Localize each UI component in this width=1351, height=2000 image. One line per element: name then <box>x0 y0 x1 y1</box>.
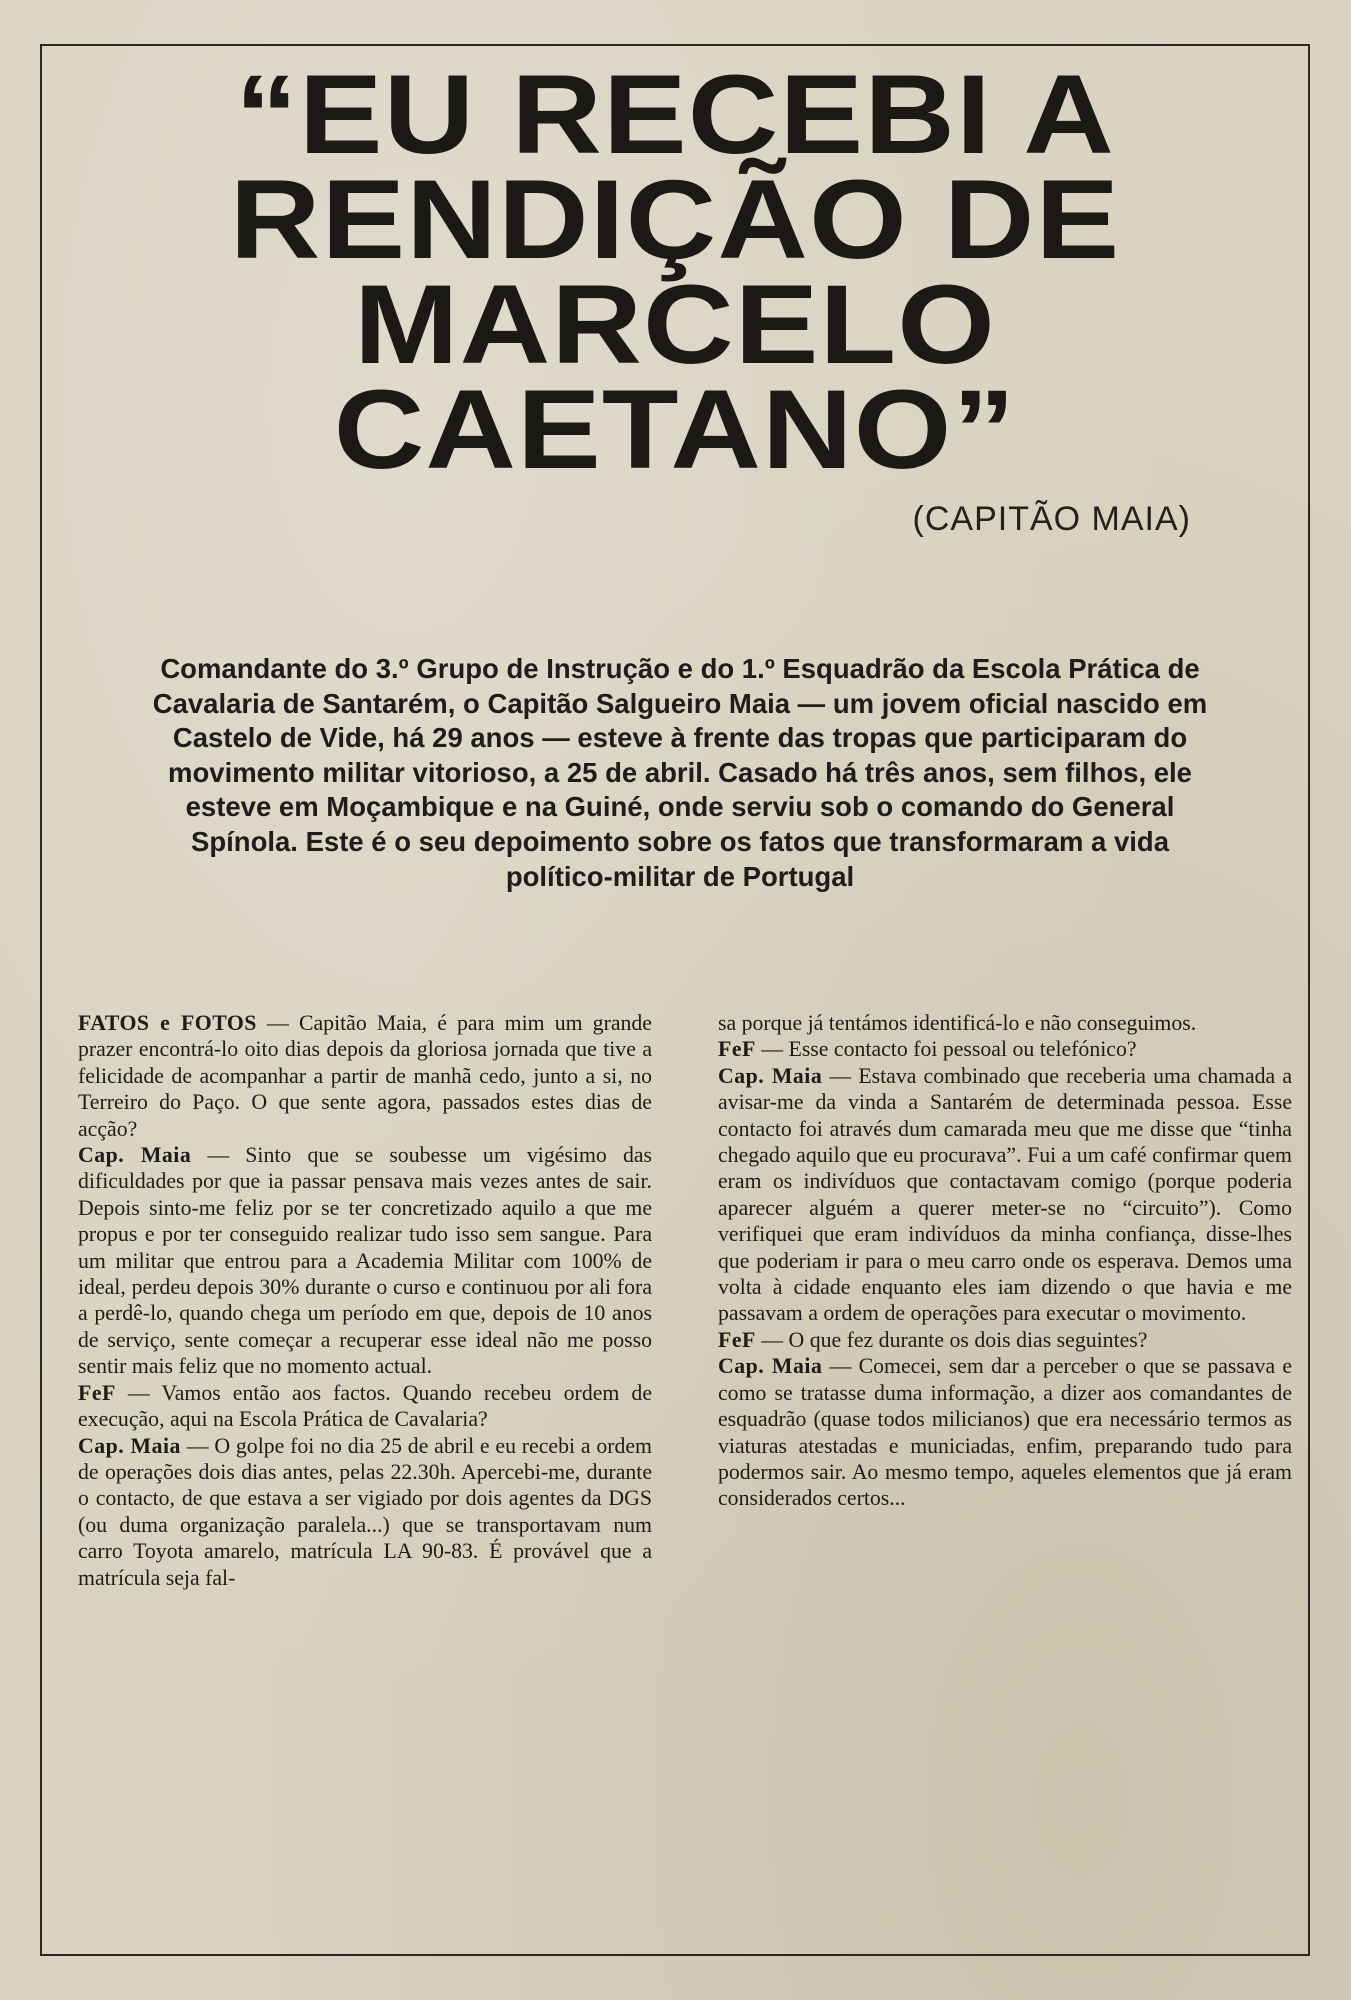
headline <box>0 52 1351 492</box>
paragraph-text: sa porque já tentámos identificá-lo e não conseguimos. <box>718 1011 1197 1035</box>
headline-line-3: MARCELO <box>354 262 996 387</box>
interview-paragraph <box>718 1010 1292 1036</box>
paragraph-text: — O que fez durante os dois dias seguintes? <box>755 1327 1148 1352</box>
byline: (CAPITÃO MAIA) <box>912 500 1191 538</box>
speaker-label: FeF <box>78 1380 116 1405</box>
paragraph-text: — O golpe foi no dia 25 de abril e eu recebi a ordem de operações dois dias antes, pelas 22.30h. Apercebi-me, durante o contacto, de que estava a ser vigiado por dois agentes da DGS (ou duma organização paralela...) que se transportavam num carro Toyota amarelo, matrícula LA 90-83. É provável que a matrícula seja fal- <box>78 1433 653 1590</box>
interview-paragraph <box>78 1142 652 1380</box>
paragraph-text: — Sinto que se soubesse um vigésimo das dificuldades por que ia passar pensava mais vezes antes de sair. Depois sinto-me feliz por se ter concretizado aquilo a que me propus e por ter conseguido realizar tudo isso sem sangue. Para um militar que entrou para a Academia Militar com 100% de ideal, perdeu depois 30% durante o curso e continuou por ali fora a perdê-lo, quando chega um período em que, depois de 10 anos de serviço, sente começar a recuperar esse ideal não me posso sentir mais feliz que no momento actual. <box>78 1143 652 1379</box>
article-column-right <box>718 1010 1292 1512</box>
speaker-label: FATOS e FOTOS <box>78 1011 257 1035</box>
paragraph-text: — Comecei, sem dar a perceber o que se passava e como se tratasse duma informação, a dizer aos comandantes de esquadrão (quase todos milicianos) que era necessário termos as viaturas atestadas e municiadas, enfim, preparando tudo para podermos sair. Ao mesmo tempo, aqueles elementos que já eram considerados certos... <box>718 1354 1292 1511</box>
paragraph-text: — Estava combinado que receberia uma chamada a avisar-me da vinda a Santarém de determinada pessoa. Esse contacto foi através dum camarada meu que me disse que “tinha chegado aquilo que eu procurava”. Fui a um café confirmar quem eram os indivíduos que contactavam comigo (porque poderia aparecer alguém a querer meter-se no “circuito”). Como verifiquei que eram indivíduos da minha confiança, disse-lhes que poderiam ir para o meu carro onde os esperava. Demos uma volta à cidade enquanto eles iam dizendo o que havia e me passavam a ordem de operações para executar o movimento. <box>718 1063 1292 1326</box>
interview-paragraph <box>718 1036 1292 1062</box>
article-column-left <box>78 1010 652 1591</box>
headline-line-4: CAETANO” <box>333 367 1017 492</box>
headline-line-1: “EU RECEBI A <box>234 52 1116 177</box>
paragraph-text: — Vamos então aos factos. Quando recebeu ordem de execução, aqui na Escola Prática de Cavalaria? <box>78 1380 652 1432</box>
interview-paragraph <box>78 1380 652 1433</box>
paragraph-text: — Esse contacto foi pessoal ou telefónico? <box>755 1037 1137 1062</box>
interview-paragraph <box>718 1063 1292 1327</box>
speaker-label: Cap. Maia <box>78 1143 192 1168</box>
interview-paragraph <box>78 1433 652 1591</box>
interview-paragraph <box>718 1327 1292 1353</box>
speaker-label: Cap. Maia <box>718 1063 823 1088</box>
speaker-label: FeF <box>718 1037 756 1062</box>
paragraph-text: — Capitão Maia, é para mim um grande prazer encontrá-lo oito dias depois da gloriosa jornada que tive a felicidade de acompanhar a partir de manhã cedo, junto a si, no Terreiro do Paço. O que sente agora, passados estes dias de acção? <box>78 1011 652 1141</box>
speaker-label: FeF <box>718 1327 756 1352</box>
speaker-label: Cap. Maia <box>78 1433 181 1458</box>
interview-paragraph <box>78 1010 652 1142</box>
headline-line-2: RENDIÇÃO DE <box>229 157 1121 282</box>
lead-paragraph: Comandante do 3.º Grupo de Instrução e do 1.º Esquadrão da Escola Prática de Cavalaria de Santarém, o Capitão Salgueiro Maia — um jovem oficial nascido em Castelo de Vide, há 29 anos — esteve à frente das tropas que participaram do movimento militar vitorioso, a 25 de abril. Casado há três anos, sem filhos, ele esteve em Moçambique e na Guiné, onde serviu sob o comando do General Spínola. Este é o seu depoimento sobre os fatos que transformaram a vida político-militar de Portugal <box>152 653 1208 892</box>
interview-paragraph <box>718 1353 1292 1511</box>
speaker-label: Cap. Maia <box>718 1354 823 1379</box>
